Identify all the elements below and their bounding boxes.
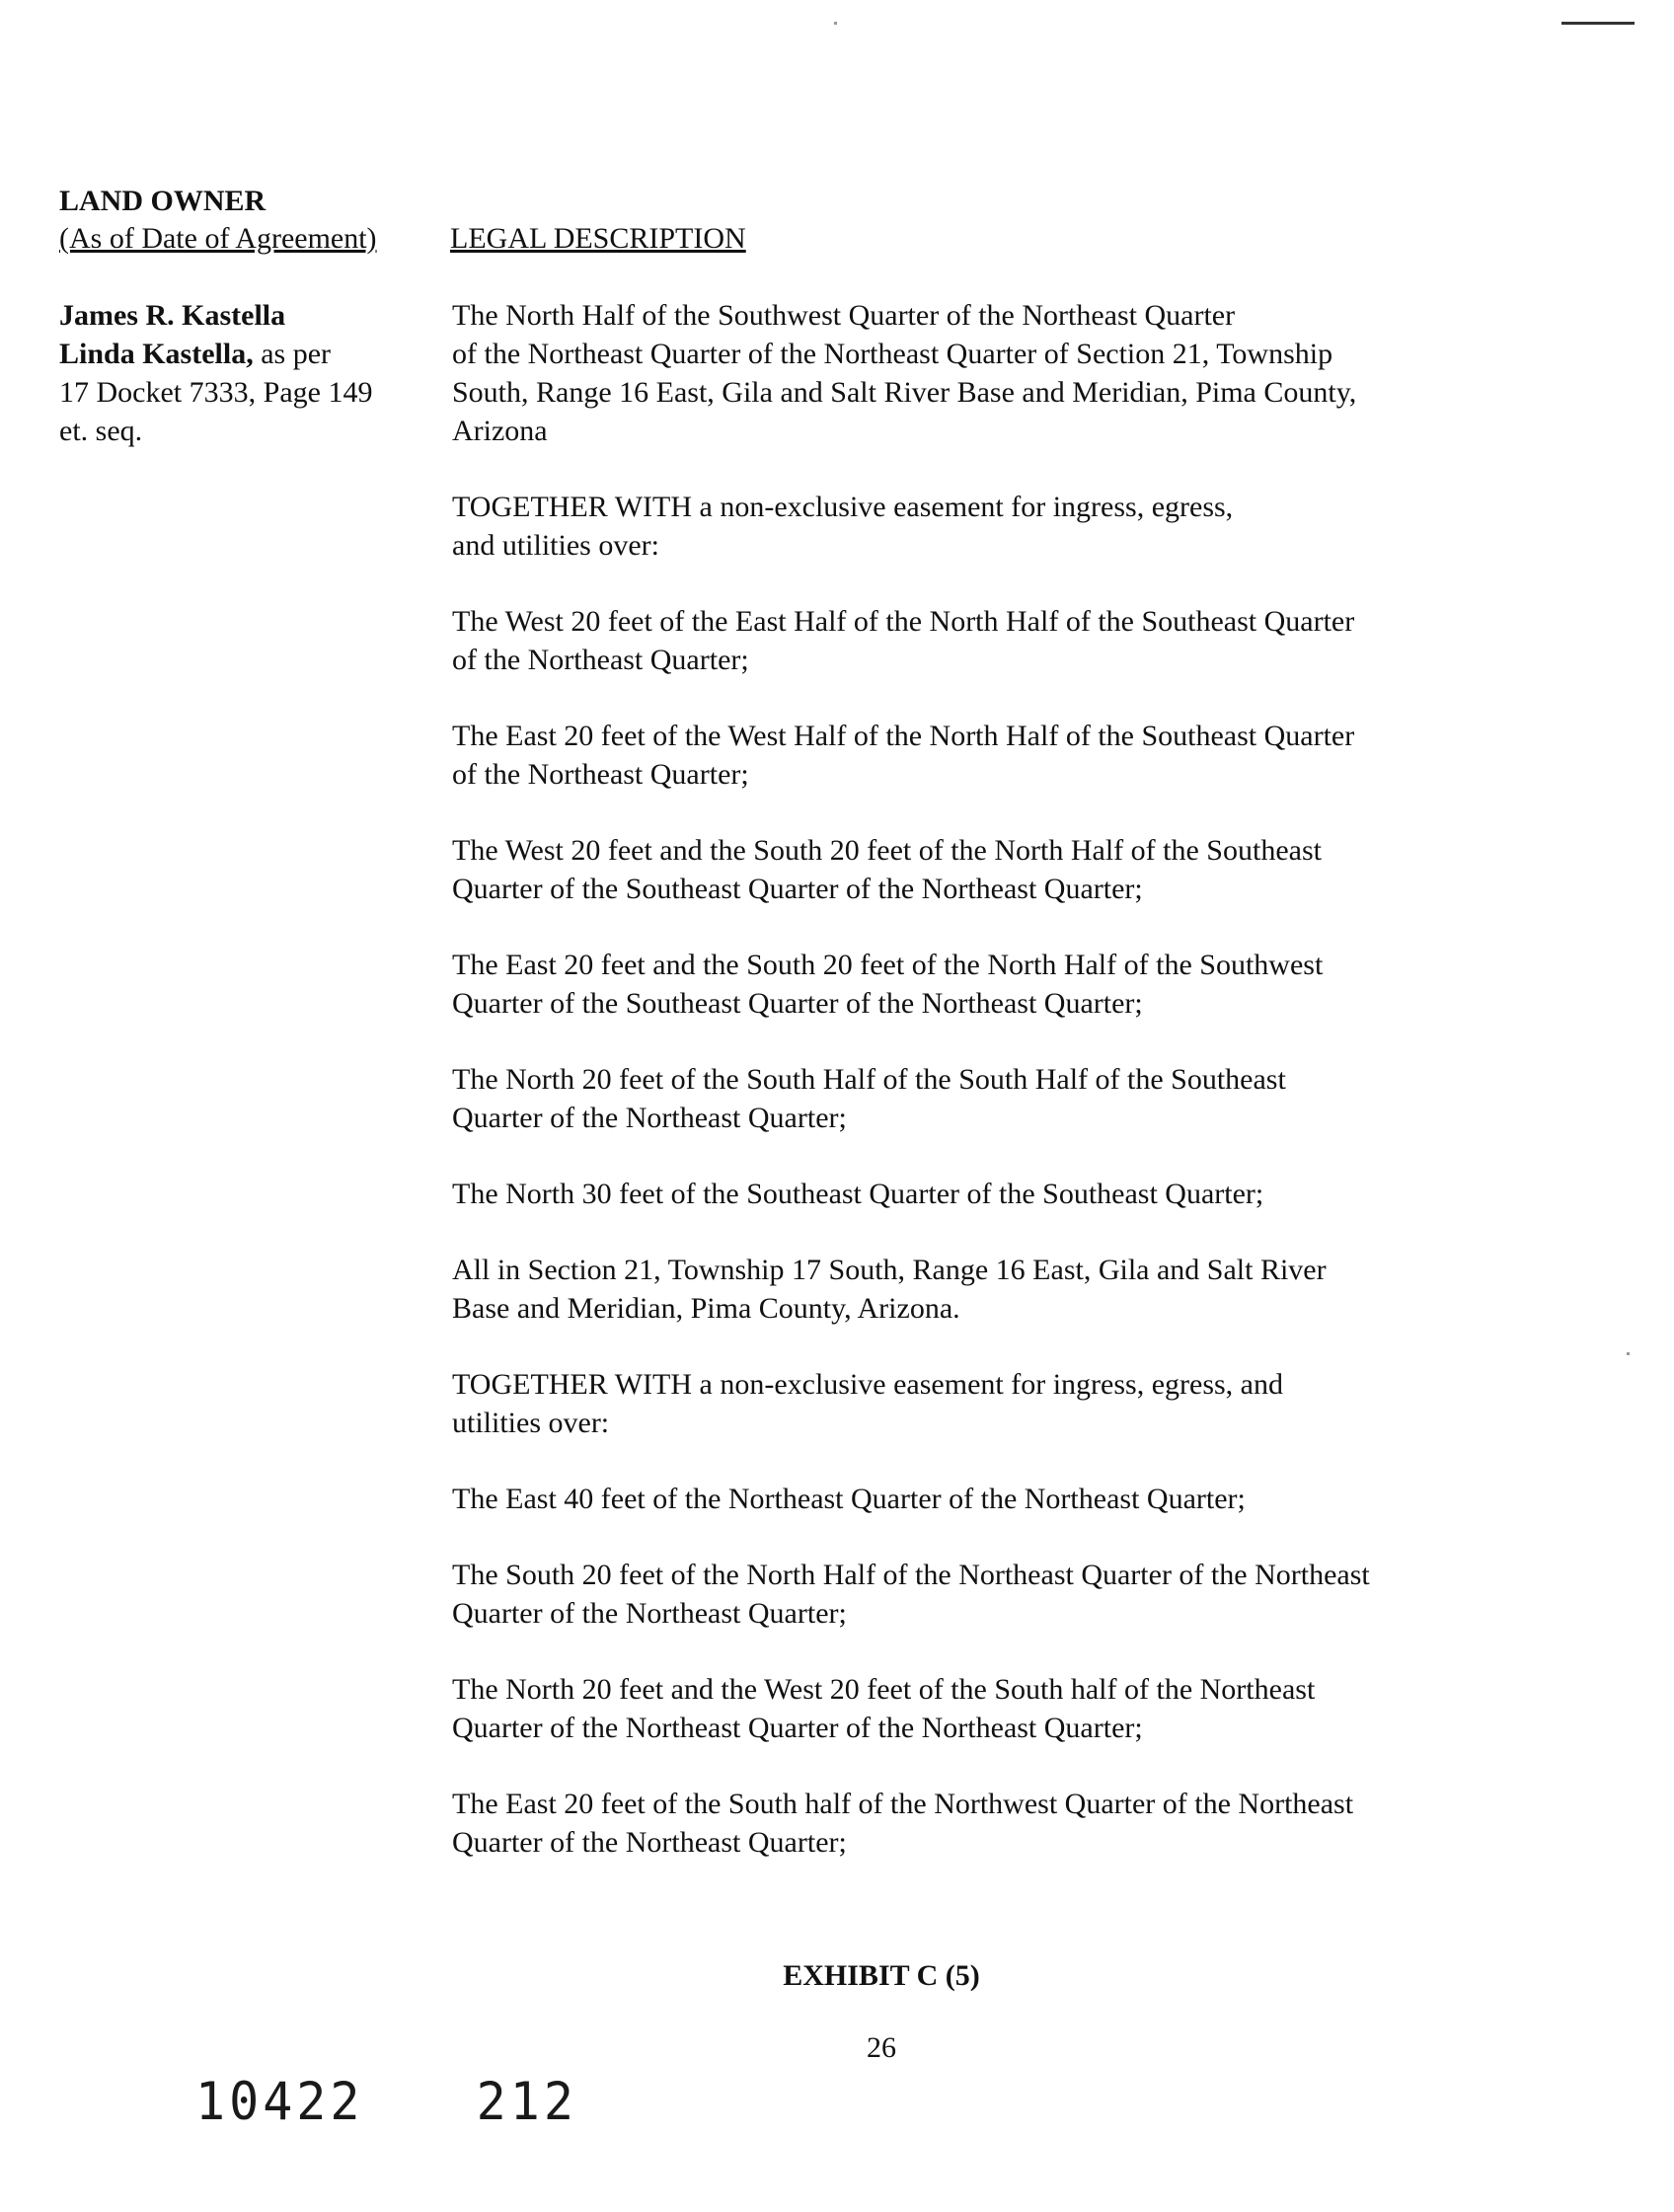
stamp-book-number: 10422 xyxy=(195,2071,364,2132)
stamp-page-number: 212 xyxy=(476,2071,577,2132)
legal-paragraph: The West 20 feet of the East Half of the North Half of the Southeast Quarter of the Northeast Quarter; xyxy=(452,605,1355,676)
owner-name-1: James R. Kastella xyxy=(59,299,286,332)
legal-paragraph: The South 20 feet of the North Half of the Northeast Quarter of the Northeast Quarter of the Northeast Quarter; xyxy=(452,1559,1370,1630)
owner-et-seq: et. seq. xyxy=(59,415,143,447)
legal-paragraph: The West 20 feet and the South 20 feet of the North Half of the Southeast Quarter of the Southeast Quarter of the Northeast Quarter; xyxy=(452,834,1322,905)
legal-paragraph: The North 30 feet of the Southeast Quarter of the Southeast Quarter; xyxy=(452,1178,1264,1210)
legal-paragraph: The East 40 feet of the Northeast Quarter of the Northeast Quarter; xyxy=(452,1483,1246,1515)
scan-speck xyxy=(1627,1352,1630,1355)
recording-stamp xyxy=(195,2072,577,2132)
legal-description-header: LEGAL DESCRIPTION xyxy=(450,222,746,255)
owner-line-2 xyxy=(59,335,372,373)
owner-as-per: as per xyxy=(253,338,331,370)
legal-paragraph: TOGETHER WITH a non-exclusive easement for ingress, egress, and utilities over: xyxy=(452,491,1234,562)
legal-paragraph: The East 20 feet and the South 20 feet of the North Half of the Southwest Quarter of the Southeast Quarter of the Northeast Quarter; xyxy=(452,949,1324,1020)
owner-name-2: Linda Kastella, xyxy=(59,338,254,370)
land-owner-title: LAND OWNER xyxy=(59,185,266,217)
legal-paragraph: TOGETHER WITH a non-exclusive easement for ingress, egress, and utilities over: xyxy=(452,1368,1283,1439)
as-of-date-subtitle: (As of Date of Agreement) xyxy=(59,222,377,255)
legal-description-body xyxy=(452,296,1518,1899)
legal-paragraph: All in Section 21, Township 17 South, Range 16 East, Gila and Salt River Base and Meridian, Pima County, Arizona. xyxy=(452,1254,1327,1325)
owner-docket: 17 Docket 7333, Page 149 xyxy=(59,376,373,409)
legal-paragraph: The East 20 feet of the South half of the Northwest Quarter of the Northeast Quarter of the Northeast Quarter; xyxy=(452,1788,1354,1859)
legal-paragraph: The North 20 feet and the West 20 feet of the South half of the Northeast Quarter of the Northeast Quarter of the Northeast Quarter; xyxy=(452,1673,1316,1744)
exhibit-label: EXHIBIT C (5) xyxy=(783,1959,980,1992)
legal-paragraph: The East 20 feet of the West Half of the North Half of the Southeast Quarter of the Northeast Quarter; xyxy=(452,720,1355,791)
scan-speck xyxy=(834,22,837,25)
page-number: 26 xyxy=(867,2031,896,2064)
legal-paragraph: The North 20 feet of the South Half of the South Half of the Southeast Quarter of the Northeast Quarter; xyxy=(452,1063,1286,1134)
legal-paragraph: The North Half of the Southwest Quarter of the Northeast Quarter of the Northeast Quarter of the Northeast Quarter of Section 21, Township South, Range 16 East, Gila and Salt River Base and Meridian, Pima County, Arizona xyxy=(452,299,1357,447)
owner-block xyxy=(59,296,372,450)
corner-rule-mark xyxy=(1561,22,1635,25)
land-owner-header xyxy=(59,183,377,258)
